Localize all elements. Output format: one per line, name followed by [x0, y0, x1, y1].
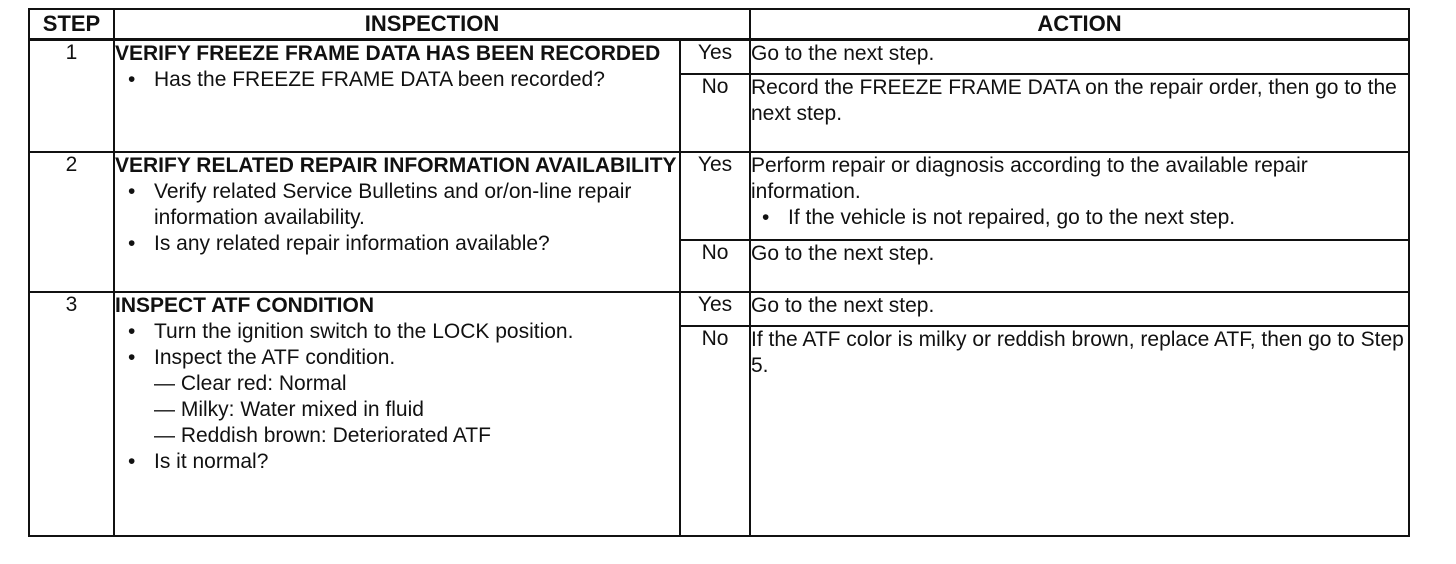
- inspection-bullet: • Verify related Service Bulletins and or/on-line repair information availability.: [115, 179, 679, 231]
- action-bullets: [751, 205, 1408, 231]
- yes-action: Perform repair or diagnosis according to the available repair information.: [751, 153, 1308, 203]
- yes-label: Yes: [680, 40, 750, 74]
- no-action: Record the FREEZE FRAME DATA on the repair order, then go to the next step.: [750, 74, 1409, 152]
- condition-line: — Clear red: Normal: [154, 371, 347, 395]
- no-label: No: [680, 240, 750, 292]
- step-title: VERIFY RELATED REPAIR INFORMATION AVAILABILITY: [115, 153, 677, 177]
- inspection-bullets: [115, 179, 679, 257]
- yes-label: Yes: [680, 292, 750, 326]
- header-row: [29, 9, 1409, 40]
- inspection-bullet: [115, 345, 679, 371]
- step-title: VERIFY FREEZE FRAME DATA HAS BEEN RECORDED: [115, 42, 661, 65]
- inspection-bullet: • Is it normal?: [115, 449, 679, 475]
- step-number: 2: [29, 152, 114, 292]
- no-action: If the ATF color is milky or reddish brown, replace ATF, then go to Step 5.: [750, 326, 1409, 536]
- action-bullet: • If the vehicle is not repaired, go to the next step.: [751, 205, 1408, 231]
- diagnostic-table: [28, 8, 1410, 537]
- yes-action-cell: [750, 152, 1409, 240]
- step-number: 1: [29, 40, 114, 152]
- inspection-bullet: • Turn the ignition switch to the LOCK position.: [115, 319, 679, 345]
- no-action: Go to the next step.: [750, 240, 1409, 292]
- inspection-bullets: [115, 449, 679, 475]
- no-label: No: [680, 326, 750, 536]
- step-3-yes-row: [29, 292, 1409, 326]
- condition-line: — Reddish brown: Deteriorated ATF: [154, 423, 491, 447]
- header-step: STEP: [29, 9, 114, 40]
- step-1-yes-row: [29, 40, 1409, 74]
- step-2-yes-row: [29, 152, 1409, 240]
- inspection-bullets: [115, 67, 679, 93]
- header-action: ACTION: [750, 9, 1409, 40]
- inspection-bullet: • Has the FREEZE FRAME DATA been recorded?: [115, 67, 679, 93]
- step-number: 3: [29, 292, 114, 536]
- no-label: No: [680, 74, 750, 152]
- condition-line: — Milky: Water mixed in fluid: [154, 397, 424, 421]
- inspection-bullets: [115, 319, 679, 371]
- inspection-bullet: • Is any related repair information available?: [115, 231, 679, 257]
- yes-action: Go to the next step.: [750, 40, 1409, 74]
- inspection-bullet-text: Inspect the ATF condition.: [154, 345, 396, 369]
- step-inspection: [114, 40, 680, 152]
- header-inspection: INSPECTION: [114, 9, 750, 40]
- yes-label: Yes: [680, 152, 750, 240]
- step-inspection: [114, 152, 680, 292]
- yes-action: Go to the next step.: [750, 292, 1409, 326]
- step-title: INSPECT ATF CONDITION: [115, 293, 374, 317]
- step-inspection: [114, 292, 680, 536]
